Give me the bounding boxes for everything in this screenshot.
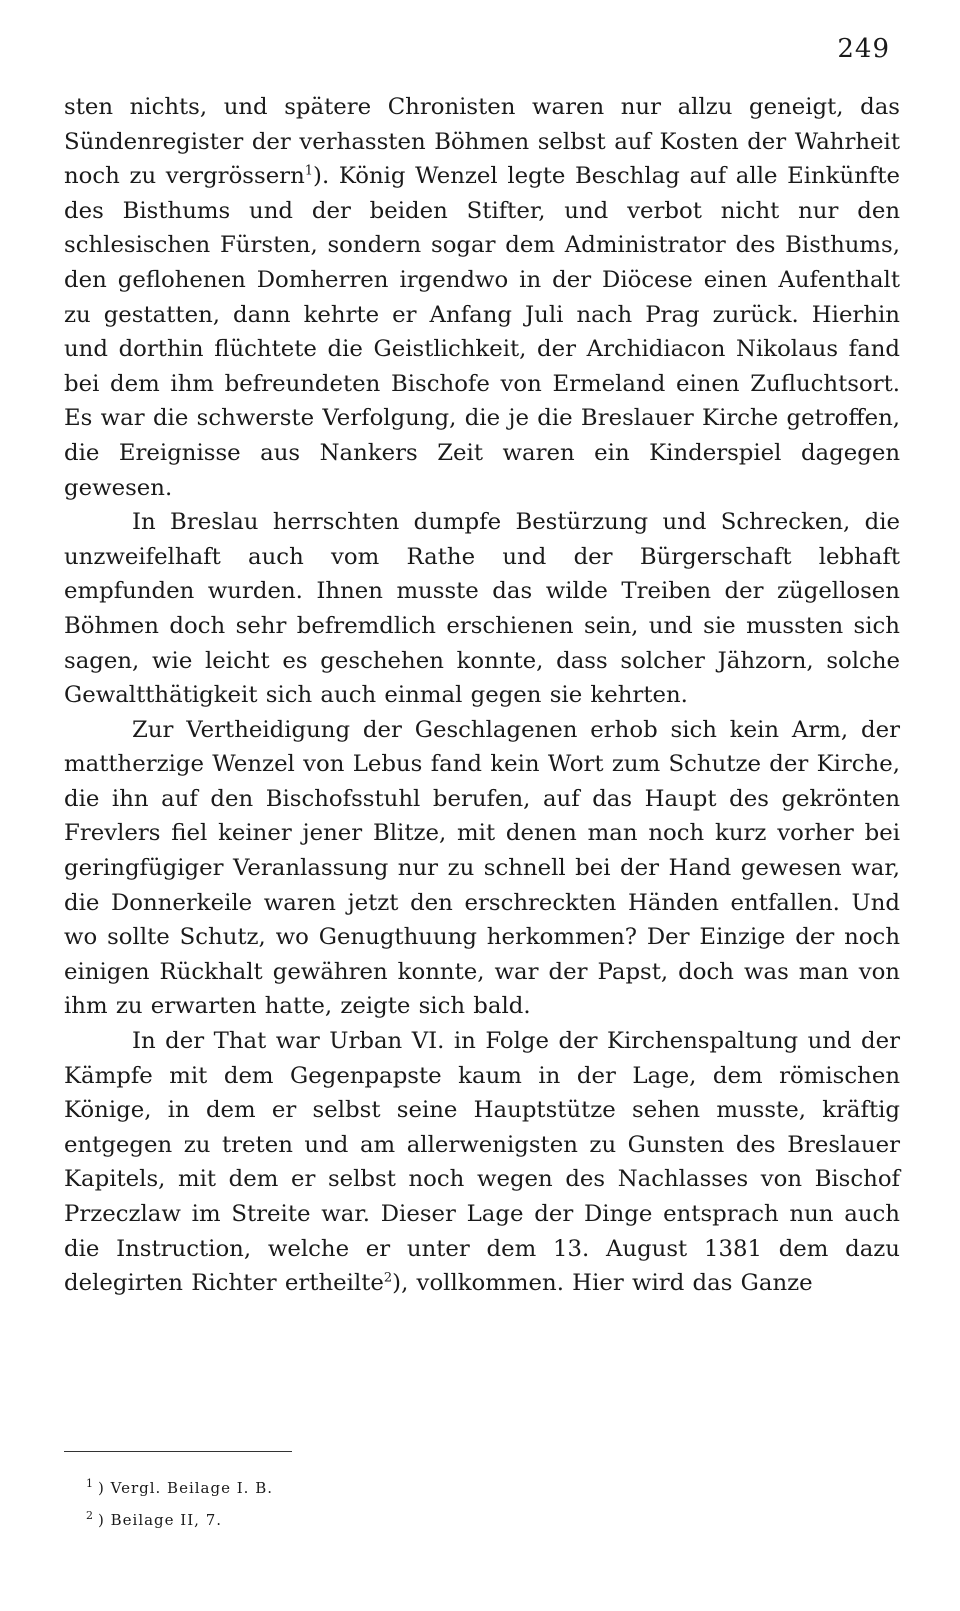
paragraph-4 [64, 1024, 900, 1301]
footnote-text: ) Vergl. Beilage I. B. [98, 1479, 273, 1497]
paragraph-text: In der That war Urban VI. in Folge der Kirchenspaltung und der Kämpfe mit dem Gegenpapste kaum in der Lage, dem römischen Könige, in dem er selbst seine Hauptstütze sehen musste, kräftig entgegen zu treten und am allerwenigsten zu Gunsten des Breslauer Kapitels, mit dem er selbst noch wegen des Nachlasses von Bischof Przeczlaw im Streite war. Dieser Lage der Dinge entsprach nun auch die Instruction, welche er unter dem 13. August 1381 dem dazu delegirten Richter ertheilte [64, 1028, 900, 1297]
footnote-2 [86, 1504, 786, 1536]
footnote-separator [64, 1451, 292, 1452]
footnote-reference: 2 [383, 1270, 393, 1286]
page-number: 249 [837, 34, 890, 64]
paragraph-text: ), vollkommen. Hier wird das Ganze [392, 1270, 813, 1297]
body-text [64, 90, 900, 1301]
paragraph-text: sten nichts, und spätere Chronisten waren nur allzu geneigt, das Sündenregister der verhassten Böhmen selbst auf Kosten der Wahrheit noch zu vergrössern [64, 94, 900, 190]
footnote-1 [86, 1472, 786, 1504]
footnote-mark: 1 [86, 1477, 94, 1490]
footnote-text: ) Beilage II, 7. [98, 1511, 223, 1529]
footnote-mark: 2 [86, 1509, 94, 1522]
paragraph-3: Zur Vertheidigung der Geschlagenen erhob sich kein Arm, der mattherzige Wenzel von Lebus fand kein Wort zum Schutze der Kirche, die ihn auf den Bischofsstuhl berufen, auf das Haupt des gekrönten Frevlers fiel keiner jener Blitze, mit denen man noch kurz vorher bei geringfügiger Veranlassung nur zu schnell bei der Hand gewesen war, die Donnerkeile waren jetzt den erschreckten Händen entfallen. Und wo sollte Schutz, wo Genugthuung herkommen? Der Einzige der noch einigen Rückhalt gewähren konnte, war der Papst, doch was man von ihm zu erwarten hatte, zeigte sich bald. [64, 716, 900, 1020]
paragraph-text: ). König Wenzel legte Beschlag auf alle Einkünfte des Bisthums und der beiden Stifter, und verbot nicht nur den schlesischen Fürsten, sondern sogar dem Administrator des Bisthums, den geflohenen Domherren irgendwo in der Diöcese einen Aufenthalt zu gestatten, dann kehrte er Anfang Juli nach Prag zurück. Hierhin und dorthin flüchtete die Geistlichkeit, der Archidiacon Nikolaus fand bei dem ihm befreundeten Bischofe von Ermeland einen Zufluchtsort. Es war die schwerste Verfolgung, die je die Breslauer Kirche getroffen, die Ereignisse aus Nankers Zeit waren ein Kinderspiel dagegen gewesen. [64, 163, 900, 501]
footnotes [86, 1472, 786, 1536]
paragraph-1 [64, 90, 900, 505]
paragraph-2: In Breslau herrschten dumpfe Bestürzung und Schrecken, die unzweifelhaft auch vom Rathe und der Bürgerschaft lebhaft empfunden wurden. Ihnen musste das wilde Treiben der zügellosen Böhmen doch sehr befremdlich erschienen sein, und sie mussten sich sagen, wie leicht es geschehen konnte, dass solcher Jähzorn, solche Gewaltthätigkeit sich auch einmal gegen sie kehrten. [64, 509, 900, 709]
footnote-reference: 1 [304, 163, 314, 179]
